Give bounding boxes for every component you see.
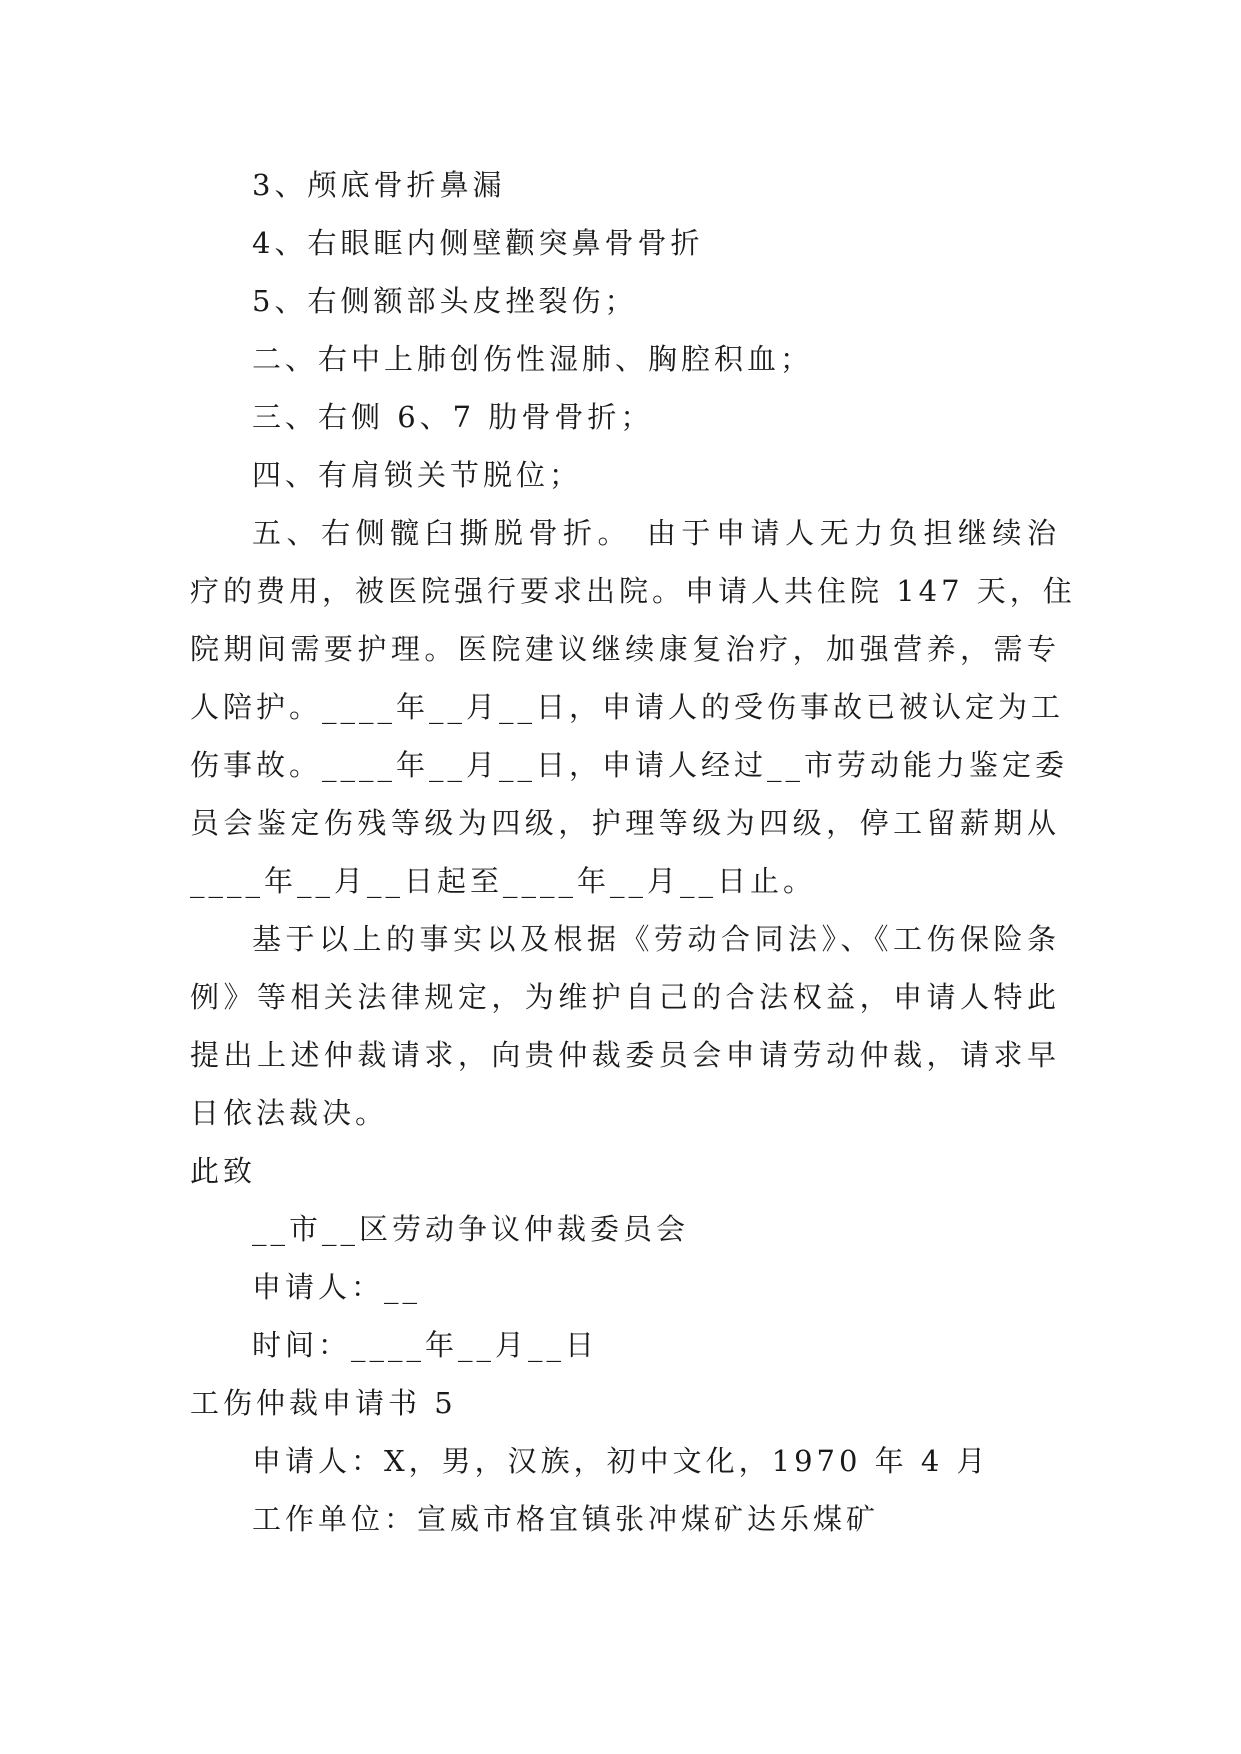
date-line: 时间：____年__月__日	[252, 1328, 599, 1362]
section-title: 工伤仲裁申请书 5	[190, 1386, 457, 1420]
applicant-signature: 申请人：__	[252, 1270, 422, 1304]
basis-paragraph-line: 基于以上的事实以及根据《劳动合同法》、《工伤保险条	[252, 922, 1060, 956]
facts-paragraph-line: ____年__月__日起至____年__月__日止。	[190, 864, 817, 898]
injury-item-four: 四、有肩锁关节脱位；	[252, 458, 583, 492]
recipient: __市__区劳动争议仲裁委员会	[252, 1212, 690, 1246]
facts-paragraph-line: 伤事故。____年__月__日，申请人经过__市劳动能力鉴定委	[190, 748, 1069, 782]
basis-paragraph-line: 日依法裁决。	[190, 1096, 389, 1130]
facts-paragraph-line: 疗的费用，被医院强行要求出院。申请人共住院 147 天，住	[190, 574, 1076, 608]
facts-paragraph-line: 员会鉴定伤残等级为四级，护理等级为四级，停工留薪期从	[190, 806, 1060, 840]
employer-info: 工作单位：宣威市格宜镇张冲煤矿达乐煤矿	[252, 1502, 880, 1536]
facts-paragraph-line: 人陪护。____年__月__日，申请人的受伤事故已被认定为工	[190, 690, 1065, 724]
injury-item-4: 4、右眼眶内侧壁颧突鼻骨骨折	[252, 226, 704, 260]
injury-item-two: 二、右中上肺创伤性湿肺、胸腔积血；	[252, 342, 814, 376]
salutation: 此致	[190, 1154, 257, 1188]
injury-item-three: 三、右侧 6、7 肋骨骨折；	[252, 400, 654, 434]
facts-paragraph-line: 院期间需要护理。医院建议继续康复治疗，加强营养，需专	[190, 632, 1060, 666]
injury-item-3: 3、颅底骨折鼻漏	[252, 168, 506, 202]
injury-item-5: 5、右侧额部头皮挫裂伤；	[252, 284, 638, 318]
facts-paragraph-line: 五、右侧髋臼撕脱骨折。 由于申请人无力负担继续治	[252, 516, 1060, 550]
applicant-info: 申请人：X，男，汉族，初中文化，1970 年 4 月	[252, 1444, 990, 1478]
basis-paragraph-line: 提出上述仲裁请求，向贵仲裁委员会申请劳动仲裁，请求早	[190, 1038, 1060, 1072]
basis-paragraph-line: 例》等相关法律规定，为维护自己的合法权益，申请人特此	[190, 980, 1060, 1014]
